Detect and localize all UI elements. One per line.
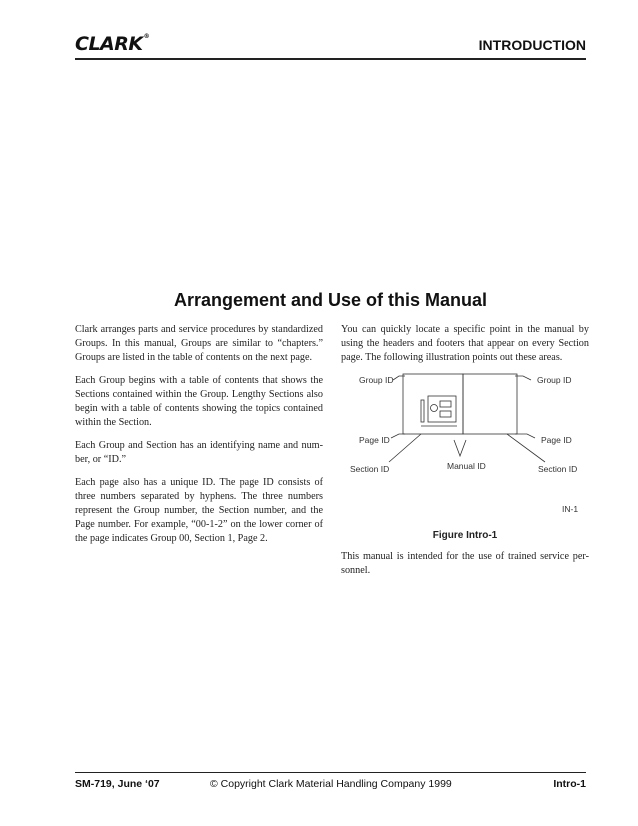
thumbnail-box-1 xyxy=(440,401,451,407)
thumbnail-frame xyxy=(421,400,424,422)
paragraph-page-id: Each page also has a unique ID. The page ID consists of three numbers separated by hyphens. The three numbers represent the Group number, the Section number, and the Page number. For example, “00-1-2” on the lower corner of the page indicates Group 00, Section 1, Page 2. xyxy=(75,477,323,544)
leader-page-id-left xyxy=(391,434,405,438)
right-column xyxy=(341,323,589,374)
paragraph-groups: Clark arranges parts and service procedures by standardized Groups. In this manual, Groups are similar to “chapters.” Groups are listed in the table of contents on the next page. xyxy=(75,324,323,363)
leader-section-id-right xyxy=(507,434,545,462)
section-title: INTRODUCTION xyxy=(478,37,586,53)
clark-logo xyxy=(75,33,149,55)
leader-manual-id xyxy=(454,440,466,456)
label-page-id-left: Page ID xyxy=(359,435,390,445)
left-column xyxy=(75,323,323,555)
label-figure-id: IN-1 xyxy=(562,504,579,514)
page-title: Arrangement and Use of this Manual xyxy=(173,290,488,310)
figure-caption: Figure Intro-1 xyxy=(432,530,498,541)
header-rule xyxy=(75,58,586,60)
footer-copyright: © Copyright Clark Material Handling Company 1999 xyxy=(210,778,452,790)
leader-section-id-left xyxy=(389,434,421,462)
book-left-page xyxy=(403,374,463,434)
thumbnail-circle xyxy=(431,405,438,412)
label-section-id-left: Section ID xyxy=(350,464,390,474)
paragraph-ids: Each Group and Section has an identifying name and num- ber, or “ID.” xyxy=(75,440,323,465)
footer-rule xyxy=(75,772,586,773)
book-right-page xyxy=(463,374,517,434)
logo-text: CLARK xyxy=(75,33,143,55)
label-section-id-right: Section ID xyxy=(538,464,578,474)
label-page-id-right: Page ID xyxy=(541,435,572,445)
label-manual-id: Manual ID xyxy=(447,461,486,471)
leader-page-id-right xyxy=(515,434,535,438)
paragraph-group-contents: Each Group begins with a table of contents that shows the Sections contained within the Group. Lengthy Sections also begin with a table of contents showing the topics contained within the Section. xyxy=(75,375,323,428)
figure-intro-1 xyxy=(341,368,589,518)
footer-manual-id: SM-719, June ‘07 xyxy=(75,778,160,790)
thumbnail-block xyxy=(428,396,456,422)
logo-registered-mark: ® xyxy=(143,33,150,40)
footer-page-id: Intro-1 xyxy=(553,778,586,790)
thumbnail-box-2 xyxy=(440,411,451,417)
paragraph-headers-footers: You can quickly locate a specific point in the manual by using the headers and footers that appear on every Section page. The following illustration points out these areas. xyxy=(341,324,589,363)
label-group-id-left: Group ID xyxy=(359,375,394,385)
leader-group-id-right xyxy=(515,376,531,380)
label-group-id-right: Group ID xyxy=(537,375,572,385)
paragraph-trained-personnel: This manual is intended for the use of trained service per- sonnel. xyxy=(341,551,589,576)
